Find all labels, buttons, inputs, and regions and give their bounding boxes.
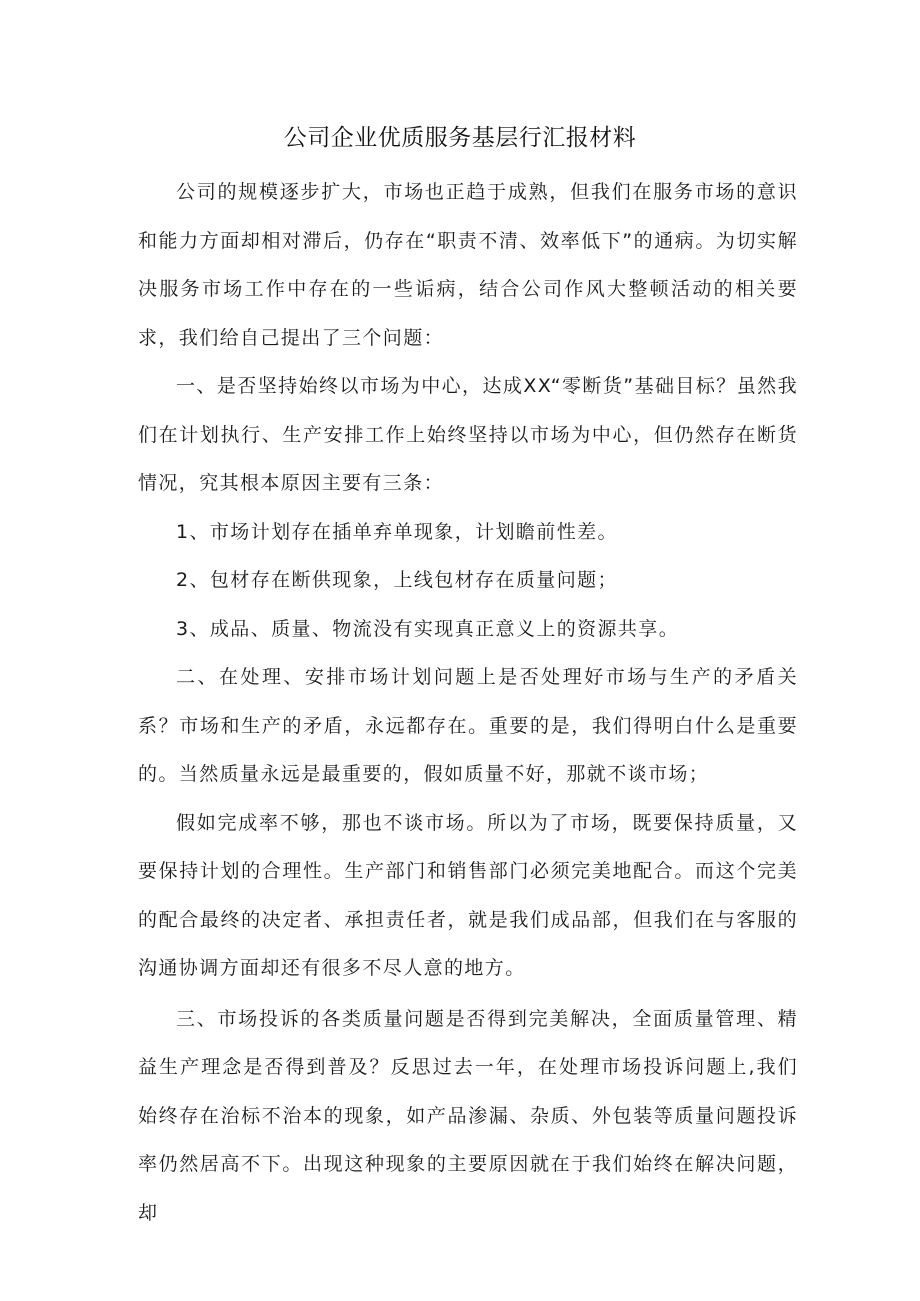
paragraph-completion-rate: 假如完成率不够，那也不谈市场。所以为了市场，既要保持质量，又要保持计划的合理性。生产部门和销售部门必须完美地配合。而这个完美的配合最终的决定者、承担责任者，就是我们成品部，但我们在与客服的沟通协调方面却还有很多不尽人意的地方。 <box>138 811 798 979</box>
list-item-reason-1: 1、市场计划存在插单弃单现象，计划瞻前性差。 <box>176 520 618 543</box>
document-title: 公司企业优质服务基层行汇报材料 <box>283 125 637 151</box>
paragraph-intro: 公司的规模逐步扩大，市场也正趋于成熟，但我们在服务市场的意识和能力方面却相对滞后，仍存在“职责不清、效率低下”的通病。为切实解决服务市场工作中存在的一些诟病，结合公司作风大整顿活动的相关要求，我们给自己提出了三个问题： <box>138 181 798 349</box>
paragraph-question-one: 一、是否坚持始终以市场为中心，达成XX“零断货”基础目标？虽然我们在计划执行、生产安排工作上始终坚持以市场为中心，但仍然存在断货情况，究其根本原因主要有三条： <box>138 375 798 494</box>
paragraph-question-three: 三、市场投诉的各类质量问题是否得到完美解决，全面质量管理、精益生产理念是否得到普及？反思过去一年，在处理市场投诉问题上,我们始终存在治标不治本的现象，如产品渗漏、杂质、外包装等质量问题投诉率仍然居高不下。出现这种现象的主要原因就在于我们始终在解决问题，却 <box>138 1007 798 1224</box>
list-item-reason-3: 3、成品、质量、物流没有实现真正意义上的资源共享。 <box>176 617 680 640</box>
list-item-reason-2: 2、包材存在断供现象，上线包材存在质量问题； <box>176 569 618 591</box>
paragraph-question-two: 二、在处理、安排市场计划问题上是否处理好市场与生产的矛盾关系？市场和生产的矛盾，永远都存在。重要的是，我们得明白什么是重要的。当然质量永远是最重要的，假如质量不好，那就不谈市场； <box>138 666 798 785</box>
document-body <box>138 168 798 1237</box>
